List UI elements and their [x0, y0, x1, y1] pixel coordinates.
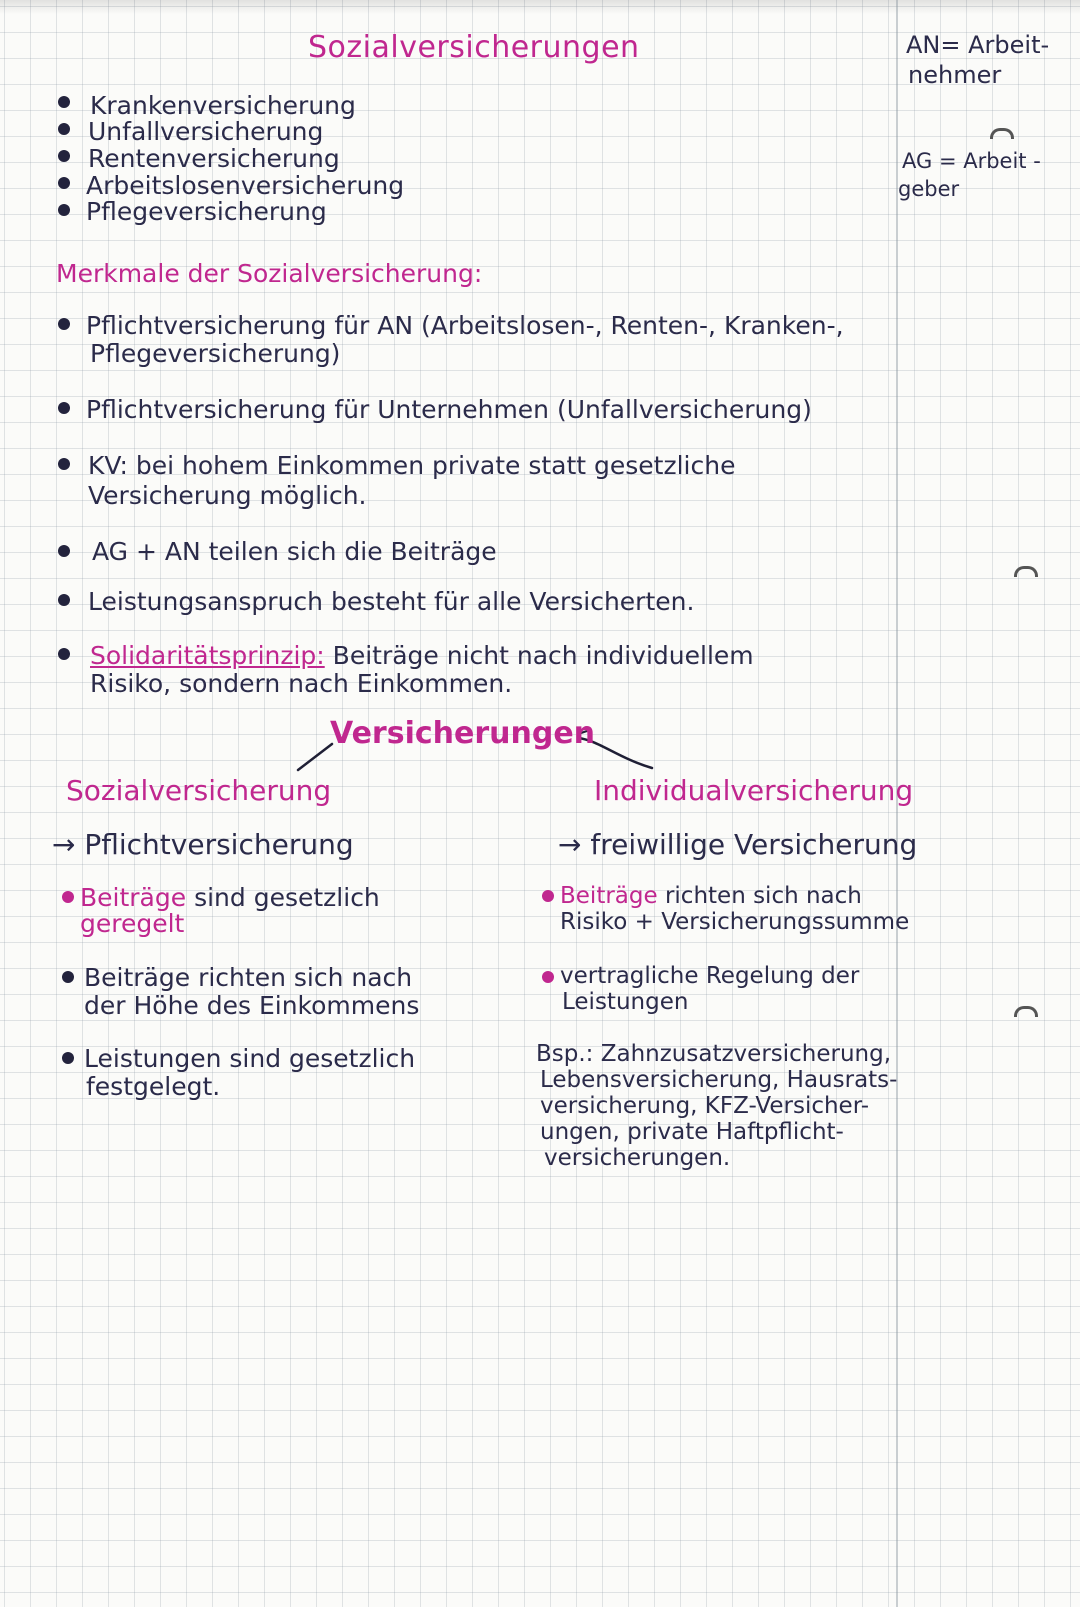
left-point-line: geregelt: [80, 909, 185, 938]
bullet-dot: [62, 1052, 74, 1064]
solidarity-text: Beiträge nicht nach individuellem: [324, 641, 754, 670]
feature-line: Versicherung möglich.: [88, 481, 367, 510]
right-point-keyword: Beiträge: [560, 883, 658, 909]
right-point-line: vertragliche Regelung der: [560, 963, 860, 989]
solidarity-label: Solidaritätsprinzip:: [90, 641, 325, 670]
feature-line: AG + AN teilen sich die Beiträge: [92, 537, 497, 566]
bullet-dot: [542, 890, 554, 902]
left-point-line: [80, 884, 380, 911]
list-item: Pflegeversicherung: [86, 197, 327, 226]
left-point-line: Beiträge richten sich nach: [84, 963, 413, 992]
bullet-dot: [62, 971, 74, 983]
page-title: Sozialversicherungen: [308, 30, 640, 65]
feature-line: Risiko, sondern nach Einkommen.: [90, 669, 513, 698]
feature-line: Pflichtversicherung für Unternehmen (Unfallversicherung): [86, 395, 812, 424]
feature-line: Pflichtversicherung für AN (Arbeitslosen-, Renten-, Kranken-,: [86, 311, 844, 340]
right-point-line: Risiko + Versicherungssumme: [560, 909, 910, 935]
list-item: Rentenversicherung: [88, 144, 340, 173]
left-point-line: der Höhe des Einkommens: [84, 991, 420, 1020]
left-point-rest: sind gesetzlich: [186, 883, 380, 912]
feature-line: Pflegeversicherung): [90, 339, 341, 368]
right-branch-subtitle: → freiwillige Versicherung: [558, 828, 918, 861]
left-branch-subtitle: → Pflichtversicherung: [52, 828, 354, 861]
example-line: ungen, private Haftpflicht-: [540, 1119, 844, 1145]
margin-note-ag-line1: AG = Arbeit -: [902, 149, 1041, 173]
right-branch-title: Individualversicherung: [594, 774, 914, 807]
margin-note-an-line1: AN= Arbeit-: [906, 31, 1050, 59]
example-line: Bsp.: Zahnzusatzversicherung,: [536, 1041, 892, 1067]
list-item: Krankenversicherung: [90, 91, 356, 120]
example-line: Lebensversicherung, Hausrats-: [540, 1067, 898, 1093]
list-item: Unfallversicherung: [88, 117, 324, 146]
bullet-dot: [542, 971, 554, 983]
left-point-keyword: Beiträge: [80, 883, 187, 912]
list-item: Arbeitslosenversicherung: [86, 171, 405, 200]
diagram-root: Versicherungen: [330, 716, 596, 751]
margin-note-an-line2: nehmer: [908, 61, 1002, 89]
example-line: versicherungen.: [544, 1145, 731, 1171]
features-heading: Merkmale der Sozialversicherung:: [56, 259, 483, 288]
right-point-rest: richten sich nach: [657, 883, 862, 909]
margin-note-ag-line2: geber: [898, 177, 960, 201]
connector-left: [298, 744, 332, 770]
left-point-line: Leistungen sind gesetzlich: [84, 1044, 416, 1073]
example-line: versicherung, KFZ-Versicher-: [540, 1093, 869, 1119]
right-point-line: Leistungen: [562, 989, 689, 1015]
left-point-line: festgelegt.: [86, 1072, 221, 1101]
left-branch-title: Sozialversicherung: [66, 774, 332, 807]
feature-line: Leistungsanspruch besteht für alle Versicherten.: [88, 587, 695, 616]
right-point-line: [560, 884, 862, 908]
feature-line: KV: bei hohem Einkommen private statt gesetzliche: [88, 451, 736, 480]
bullet-dot: [62, 891, 74, 903]
